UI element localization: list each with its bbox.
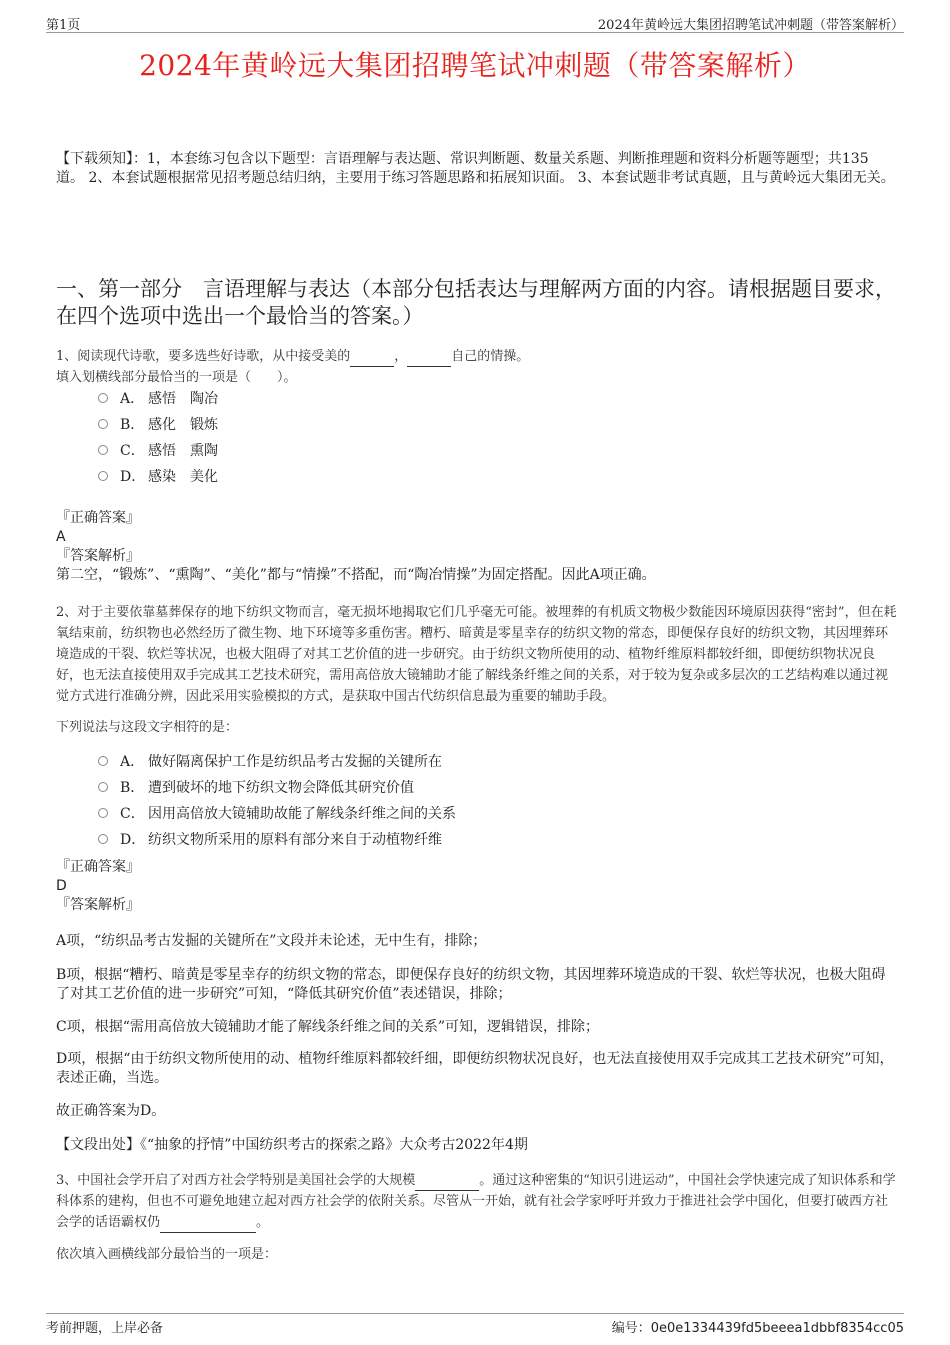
page-number: 第1页 xyxy=(46,18,81,33)
radio-icon[interactable] xyxy=(98,782,108,792)
question-2-stem: 2、对于主要依靠墓葬保存的地下纺织文物而言，毫无损坏地揭取它们几乎毫无可能。被埋葬的有机质文物极少数能因环境原因获得“密封”，但在耗氧结束前，纺织物也必然经历了微生物、地下环境等多重伤害。糟朽、暗黄是零星幸存的纺织文物的常态，即便保存良好的纺织文物，其因埋葬环境造成的干裂、软烂等状况，也极大阻碍了对其工艺价值的进一步研究。由于纺织文物所使用的动、植物纤维原料都较纤细，即便纺织物状况良好，也无法直接使用双手完成其工艺技术研究，需用高倍放大镜辅助才能了解线条纤维之间的关系，对于较为复杂或多层次的工艺结构难以通过视觉方式进行准确分辨，因此采用实验模拟的方式，是获取中国古代纺织信息最为重要的辅助手段。 xyxy=(56,605,897,704)
answer-label: 『正确答案』 xyxy=(56,510,140,526)
radio-icon[interactable] xyxy=(98,808,108,818)
option-b[interactable]: B． 遭到破坏的地下纺织文物会降低其研究价值 xyxy=(96,774,796,800)
radio-icon[interactable] xyxy=(98,756,108,766)
document-title: 2024年黄岭远大集团招聘笔试冲刺题（带答案解析） xyxy=(139,49,811,82)
option-a[interactable]: A． 感悟 陶冶 xyxy=(96,385,796,411)
question-3-stem: 3、中国社会学开启了对西方社会学特别是美国社会学的大规模 。通过这种密集的“知识引进运动”，中国社会学快速完成了知识体系和学科体系的建构，但也不可避免地建立起对西方社会学的依附关系。尽管从一开始，就有社会学家呼吁并致力于推进社会学中国化，但要打破西方社会学的话语霸权仍 。 xyxy=(56,1170,898,1233)
page-header xyxy=(46,14,904,33)
question-2-answer xyxy=(56,858,898,915)
analysis-option-c: C项，根据“需用高倍放大镜辅助才能了解线条纤维之间的关系”可知，逻辑错误，排除； xyxy=(56,1019,600,1035)
header-doc-title: 2024年黄岭远大集团招聘笔试冲刺题（带答案解析） xyxy=(597,18,904,33)
text-source: 【文段出处】《“抽象的抒情”中国纺织考古的探索之路》大众考古2022年4期 xyxy=(56,1137,528,1153)
fill-blank xyxy=(160,1218,256,1233)
question-3-prompt: 依次填入画横线部分最恰当的一项是： xyxy=(56,1247,278,1262)
answer-value: A xyxy=(56,529,66,545)
option-b[interactable]: B． 感化 锻炼 xyxy=(96,411,796,437)
answer-label: 『正确答案』 xyxy=(56,859,140,875)
option-c[interactable]: C． 因用高倍放大镜辅助故能了解线条纤维之间的关系 xyxy=(96,800,796,826)
fill-blank xyxy=(350,352,394,367)
option-a[interactable]: A． 做好隔离保护工作是纺织品考古发掘的关键所在 xyxy=(96,748,796,774)
question-2-prompt: 下列说法与这段文字相符的是： xyxy=(56,720,239,735)
question-1-options xyxy=(96,385,796,489)
question-1-stem: 1、阅读现代诗歌，要多选些好诗歌，从中接受美的 ， 自己的情操。 填入划横线部分最恰当的一项是（ ）。 xyxy=(56,349,530,385)
section-heading: 一、第一部分 言语理解与表达（本部分包括表达与理解两方面的内容。请根据题目要求，在四个选项中选出一个最恰当的答案。） xyxy=(56,277,896,328)
question-1-answer xyxy=(56,509,898,585)
radio-icon[interactable] xyxy=(98,445,108,455)
analysis-conclusion: 故正确答案为D。 xyxy=(56,1103,166,1119)
question-2-options xyxy=(96,748,796,852)
option-c[interactable]: C． 感悟 熏陶 xyxy=(96,437,796,463)
download-notice: 【下载须知】：1，本套练习包含以下题型：言语理解与表达题、常识判断题、数量关系题、判断推理题和资料分析题等题型；共135道。 2、本套试题根据常见招考题总结归纳，主要用于练习答题思路和拓展知识面。 3、本套试题非考试真题，且与黄岭远大集团无关。 xyxy=(56,151,895,186)
option-d[interactable]: D． 感染 美化 xyxy=(96,463,796,489)
fill-blank xyxy=(407,352,451,367)
analysis-label: 『答案解析』 xyxy=(56,897,140,913)
footer-slogan: 考前押题，上岸必备 xyxy=(46,1321,164,1336)
analysis-label: 『答案解析』 xyxy=(56,548,140,564)
page-footer xyxy=(46,1313,904,1336)
footer-code: 编号：0e0e1334439fd5beeea1dbbf8354cc05 xyxy=(611,1321,904,1336)
answer-value: D xyxy=(56,878,67,894)
radio-icon[interactable] xyxy=(98,419,108,429)
analysis-option-d: D项，根据“由于纺织文物所使用的动、植物纤维原料都较纤细，即便纺织物状况良好，也无法直接使用双手完成其工艺技术研究”可知，表述正确，当选。 xyxy=(56,1051,894,1086)
option-d[interactable]: D． 纺织文物所采用的原料有部分来自于动植物纤维 xyxy=(96,826,796,852)
analysis-text: 第二空，“锻炼”、“熏陶”、“美化”都与“情操”不搭配，而“陶冶情操”为固定搭配。因此A项正确。 xyxy=(56,567,656,583)
radio-icon[interactable] xyxy=(98,834,108,844)
radio-icon[interactable] xyxy=(98,471,108,481)
radio-icon[interactable] xyxy=(98,393,108,403)
analysis-option-b: B项，根据“糟朽、暗黄是零星幸存的纺织文物的常态，即便保存良好的纺织文物，其因埋葬环境造成的干裂、软烂等状况，也极大阻碍了对其工艺价值的进一步研究”可知，“降低其研究价值”表述错误，排除； xyxy=(56,967,886,1002)
fill-blank xyxy=(415,1176,479,1191)
analysis-option-a: A项，“纺织品考古发掘的关键所在”文段并未论述，无中生有，排除； xyxy=(56,933,487,949)
